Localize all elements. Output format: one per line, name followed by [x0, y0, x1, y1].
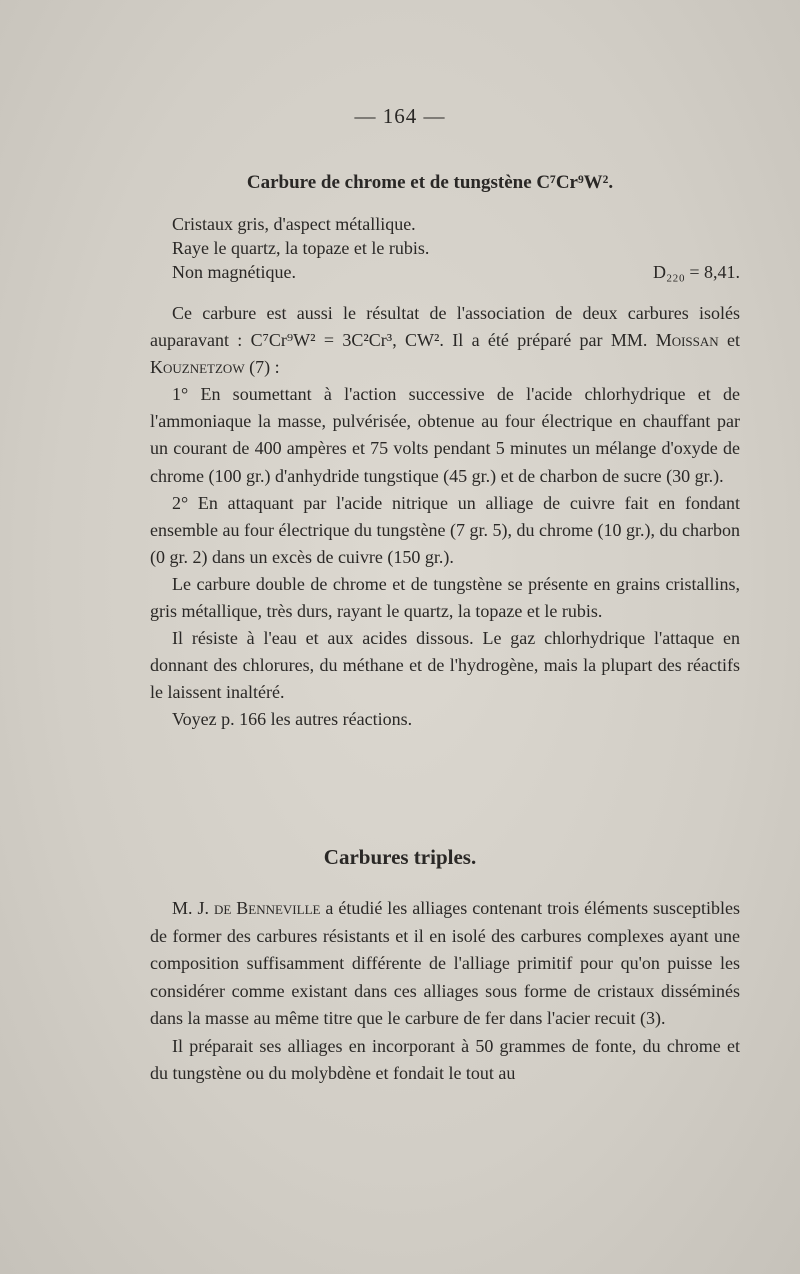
properties-list	[172, 212, 740, 284]
paragraph-text: M. J.	[172, 898, 209, 918]
paragraph: Il résiste à l'eau et aux acides dissous. Le gaz chlorhydrique l'attaque en donnant des chlorures, du méthane et de l'hydrogène, mais la plupart des réactifs le laissent inaltéré.	[150, 628, 740, 703]
author-name: Moissan	[655, 330, 719, 351]
conjunction: et	[727, 330, 741, 351]
paragraph: Le carbure double de chrome et de tungstène se présente en grains cristallins, gris métallique, très durs, rayant le quartz, la topaze et le rubis.	[150, 573, 740, 622]
section2-body	[150, 895, 740, 1088]
author-name: Kouznetzow	[150, 357, 245, 378]
paragraph-text: Ce carbure est aussi le résultat de l'association de deux carbures isolés auparavant : C⁷Cr⁹W² = 3C²Cr³, CW². Il a été préparé par MM.	[150, 303, 740, 351]
density-value: D₂₂₀ = 8,41.	[653, 262, 740, 282]
page-number: — 164 —	[354, 104, 446, 128]
section-title-chrome-tungsten: Carbure de chrome et de tungstène C⁷Cr⁹W².	[246, 172, 614, 193]
paragraph: 1° En soumettant à l'action successive de l'acide chlorhydrique et de l'ammoniaque la masse, pulvérisée, obtenue au four électrique en chauffant par un courant de 400 ampères et 75 volts pendant 5 minutes un mélange d'oxyde de chrome (100 gr.) d'anhydride tungstique (45 gr.) et de charbon de sucre (30 gr.).	[150, 384, 740, 486]
property-line: Cristaux gris, d'aspect métallique.	[172, 214, 416, 234]
section-title-triple-carbides: Carbures triples.	[323, 845, 477, 869]
paragraph: 2° En attaquant par l'acide nitrique un alliage de cuivre fait en fondant ensemble au four électrique du tungstène (7 gr. 5), du chrome (10 gr.), du charbon (0 gr. 2) dans un excès de cuivre (150 gr.).	[150, 492, 740, 567]
property-line: Raye le quartz, la topaze et le rubis.	[172, 238, 430, 258]
paragraph	[150, 300, 740, 381]
property-row	[172, 260, 740, 284]
section1-body	[150, 300, 740, 734]
magnetic-property: Non magnétique.	[172, 262, 296, 282]
paragraph: Il préparait ses alliages en incorporant à 50 grammes de fonte, du chrome et du tungstène ou du molybdène et fondait le tout au	[150, 1035, 740, 1083]
reference: (7) :	[249, 357, 280, 378]
author-name: de Benneville	[213, 898, 321, 918]
paragraph: Voyez p. 166 les autres réactions.	[172, 709, 413, 730]
paragraph-text: a étudié les alliages contenant trois éléments susceptibles de former des carbures résistants et il en isolé des carbures complexes ayant une composition suffisamment différente de l'alliage primitif pour qu'on puisse les considérer comme existant dans ces alliages sous forme de cristaux disséminés dans la masse au même titre que le carbure de fer dans l'acier recuit (3).	[150, 898, 741, 1028]
paragraph	[150, 895, 740, 1033]
